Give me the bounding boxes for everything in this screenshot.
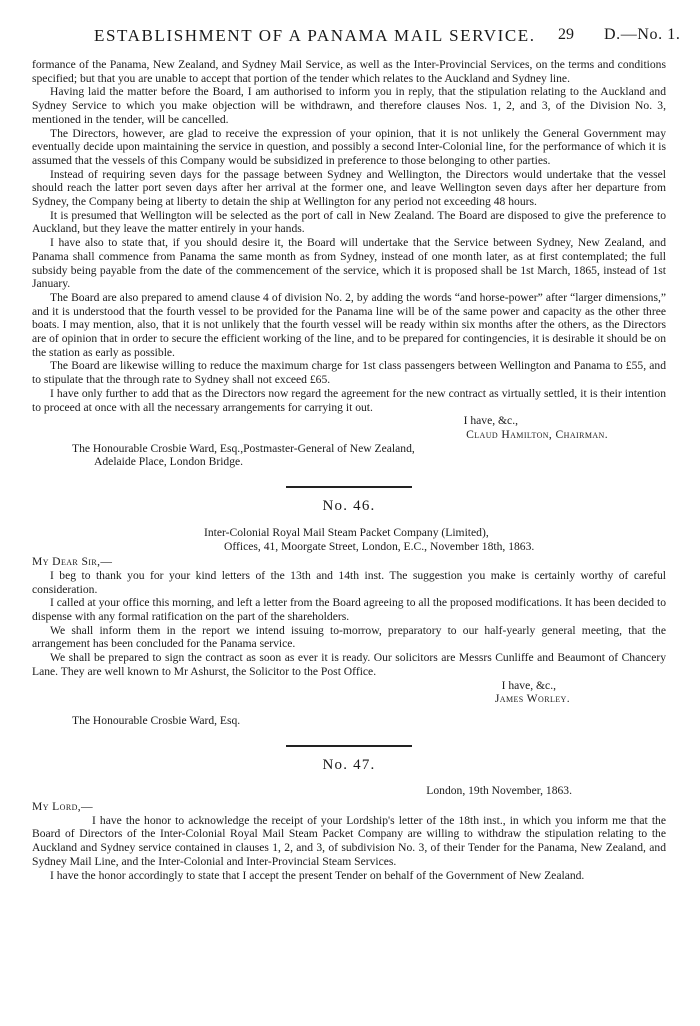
paragraph: I have only further to add that as the Directors now regard the agreement for the new contract as virtually settled, it is their intention to proceed at once with all the necessary arrangements for carrying it out. [32,386,666,414]
signatory: Claud Hamilton, Chairman. [466,427,608,441]
addressee: The Honourable Crosbie Ward, Esq. [72,713,241,727]
paragraph: I have the honor accordingly to state that I accept the present Tender on behalf of the Government of New Zealand. [50,868,585,882]
paragraph: We shall inform them in the report we intend issuing to-morrow, preparatory to our half-yearly general meeting, that the arrangement has been concluded for the Panama service. [32,623,666,651]
document-reference: D.—No. 1. [604,26,681,43]
letter-47 [32,756,666,883]
salutation: My Dear Sir,— [32,555,113,569]
paragraph: It is presumed that Wellington will be selected as the port of call in New Zealand. The Board are disposed to give the preference to Auckland, but they leave the matter entirely in your hands. [32,208,666,236]
signatory: James Worley. [494,692,570,706]
paragraph: We shall be prepared to sign the contract as soon as ever it is ready. Our solicitors are Messrs Cunliffe and Beaumont of Chancery Lane. They are well known to Mr Ashurst, the Solicitor to the Post Office. [32,651,666,678]
closing: I have, &c., [463,414,518,428]
paragraph: I have the honor to acknowledge the receipt of your Lordship's letter of the 18th inst., in which you inform me that the Board of Directors of the Inter-Colonial Royal Mail Steam Packet Company are willing to withdraw the stipulation relating to the Auckland and Sydney service contained in clauses 1, 2, and 3, of subdivision No. 3, of their Tender for the Panama, New Zealand, and Sydney Mail Line, and the Inter-Colonial and Inter-Provincial Steam Services. [32,813,666,868]
section-divider [286,486,412,488]
paragraph: The Board are likewise willing to reduce the maximum charge for 1st class passengers between Wellington and Panama to £55, and to stipulate that the through rate to Sydney shall not exceed £65. [32,359,666,387]
paragraph: Having laid the matter before the Board, I am authorised to inform you in reply, that the stipulation relating to the Auckland and Sydney Service to which you make objection will be withdrawn, and therefore clauses Nos. 1, 2, and 3, of the Division No. 3, mentioned in the tender, will be cancelled. [32,85,666,126]
page-body [32,58,666,882]
salutation: My Lord,— [32,800,94,814]
letter-date: London, 19th November, 1863. [426,784,572,798]
letter-number: No. 47. [322,756,376,773]
closing: I have, &c., [501,678,556,692]
sender-line: Inter-Colonial Royal Mail Steam Packet Company (Limited), [204,525,489,539]
page-number: 29 [558,26,574,43]
paragraph: The Board are also prepared to amend clause 4 of division No. 2, by adding the words “and horse-power” after “larger dimensions,” and it is understood that the fourth vessel to be provided for the Panama line will be of the same power and capacity as the other three boats. I may mention, also, that it is not unlikely that the fourth vessel will be ready within six months after the others, as the Directors are of opinion that in order to secure the efficient working of the line, and to be prepared for contingencies, it is desirable it should be on the station as early as possible. [32,290,666,359]
running-title: ESTABLISHMENT OF A PANAMA MAIL SERVICE. [94,26,536,45]
paragraph: I have also to state that, if you should desire it, the Board will undertake that the Service between Sydney, New Zealand, and Panama shall commence from Panama the same month as from Sydney, instead of one month later, as at first contemplated; the full subsidy being payable from the date of the commencement of the service, which it is proposed shall be 1st March, 1865, instead of 1st January. [32,236,666,291]
paragraph: I called at your office this morning, and left a letter from the Board agreeing to all the proposed modifications. It has been decided to dispense with any formal ratification on the part of the shareholders. [32,596,666,624]
paragraph: formance of the Panama, New Zealand, and Sydney Mail Service, as well as the Inter-Provincial Services, on the terms and conditions specified; but that you are unable to accept that portion of the tender which relates to the Auckland and Sydney line. [32,58,666,85]
spacer [32,706,666,714]
letter-number: No. 46. [322,498,376,515]
addressee-address: Adelaide Place, London Bridge. [94,455,244,469]
paragraph: The Directors, however, are glad to receive the expression of your opinion, that it is not unlikely the General Government may eventually decide upon maintaining the service in question, and possibly a second Inter-Colonial line, for the performance of which it is assumed that the vessels of this Company would be subsidized in preference to those belonging to other parties. [32,126,666,167]
letter-46 [32,500,666,728]
letter-45 [32,58,666,469]
page-header [0,26,700,50]
sender-address: Offices, 41, Moorgate Street, London, E.C., November 18th, 1863. [224,539,535,553]
paragraph: I beg to thank you for your kind letters of the 13th and 14th inst. The suggestion you make is certainly worthy of careful consideration. [32,568,666,596]
addressee: The Honourable Crosbie Ward, Esq.,Postmaster-General of New Zealand, [72,441,415,455]
section-divider [286,745,412,747]
paragraph: Instead of requiring seven days for the passage between Sydney and Wellington, the Directors would undertake that the vessel should reach the latter port seven days after her arrival at the former one, and leave Wellington seven days after her departure from Sydney, the Company being at liberty to detain the ship at Wellington for any period not exceeding 48 hours. [32,167,666,209]
